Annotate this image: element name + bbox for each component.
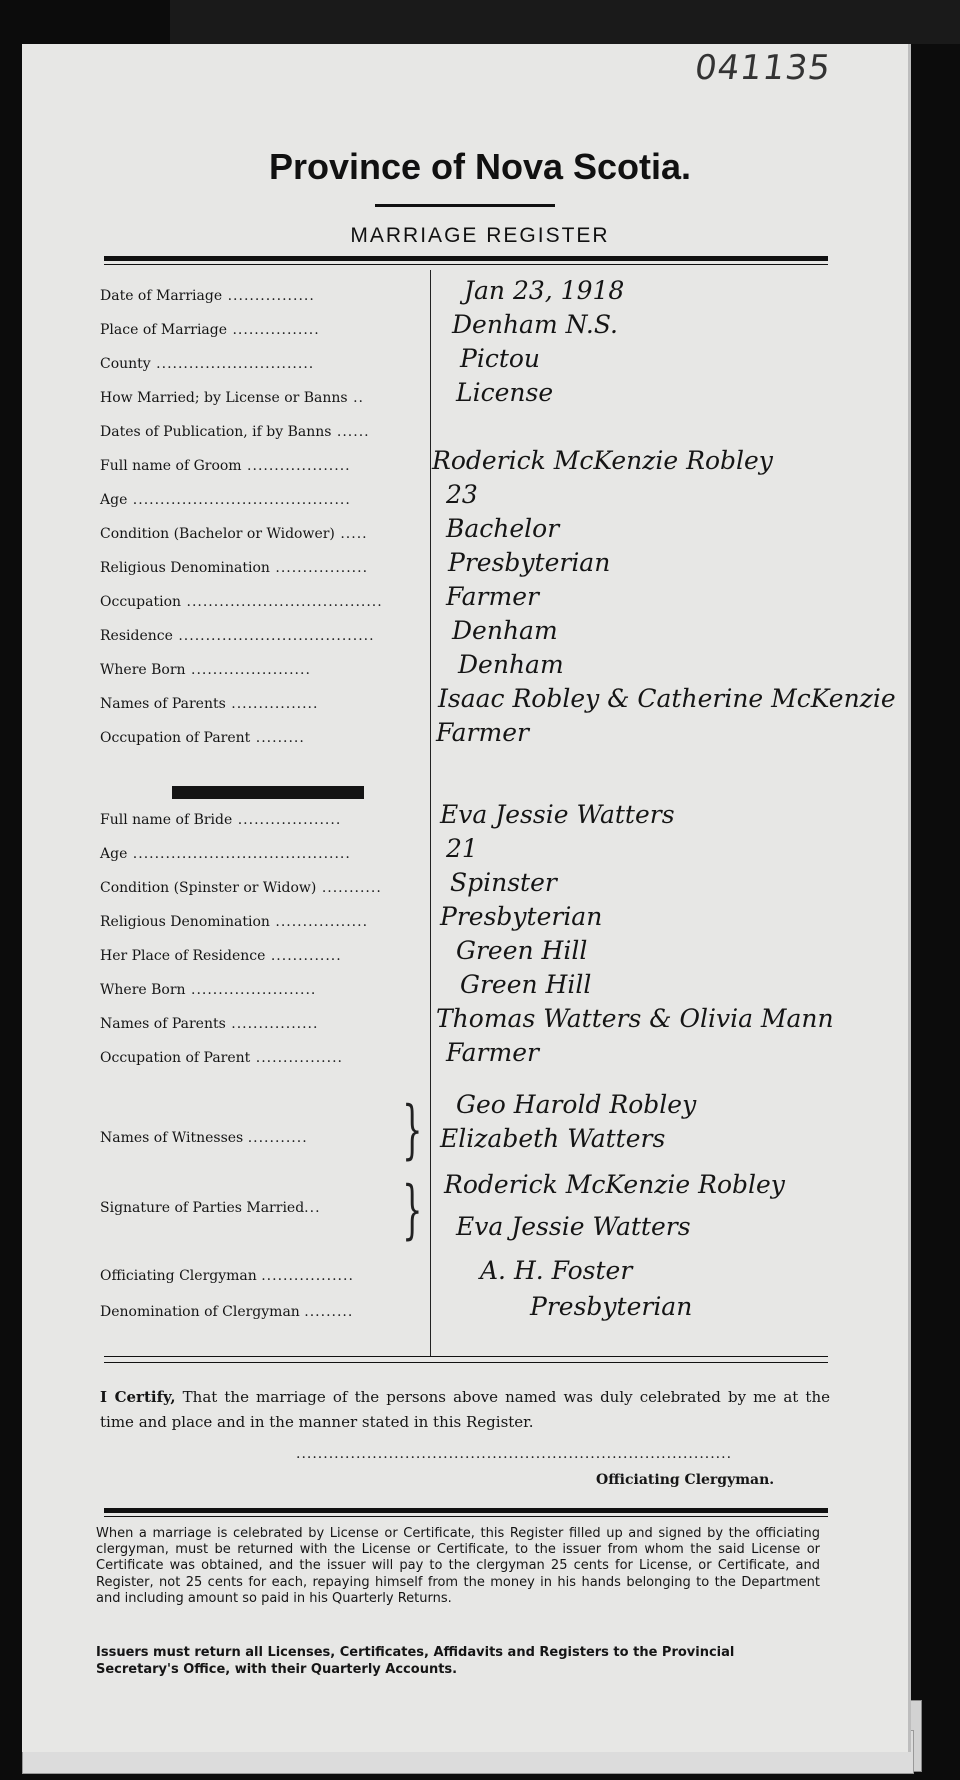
leader-dots: ................ [250,1050,343,1066]
certify-lead: I Certify, [100,1388,176,1406]
field-label: Place of Marriage ................ [100,322,320,338]
field-label: Names of Parents ................ [100,1016,319,1032]
field-label: Where Born ....................... [100,982,317,998]
document-number: 041135 [692,48,834,88]
field-value: Presbyterian [448,548,611,577]
field-value: Green Hill [460,970,592,999]
leader-dots: ................. [269,914,369,930]
scan-top-border [170,0,960,44]
field-value: Denham [458,650,564,679]
field-value: Green Hill [456,936,588,965]
field-value: Roderick McKenzie Robley [432,446,773,475]
bride-signature: Eva Jessie Watters [456,1212,691,1241]
leader-dots: ................ [225,1016,319,1032]
leader-dots: ................... [241,458,351,474]
field-label: Full name of Groom ................... [100,458,351,474]
field-label: Age ........................................ [100,846,351,862]
signature-label: Officiating Clergyman. [596,1472,775,1488]
field-label: Where Born ...................... [100,662,311,678]
column-divider [430,270,431,1356]
instructions-notice: When a marriage is celebrated by License or Certificate, this Register filled up and signed by the officiating clergyman, must be returned with the License or Certificate, to the issuer from whom the said License or Certificate was obtained, and the issuer will pay to the clergyman 25 cents for License, or Certificate, and Register, not 25 cents for each, repaying himself from the money in his hands belonging to the Department and including amount so paid in his Quarterly Returns. [96,1526,820,1606]
notice-divider-thin [104,1516,828,1517]
certify-divider-top [104,1356,828,1357]
leader-dots: .................................... [181,594,383,610]
clergyman-value: A. H. Foster [480,1256,633,1285]
field-label: Residence .................................... [100,628,375,644]
leader-dots: ........................................ [127,492,351,508]
field-label: Religious Denomination ................. [100,560,369,576]
leader-dots: ................ [222,288,315,304]
certification-text [100,1385,830,1435]
field-value: Farmer [436,718,529,747]
leader-dots: ................... [232,812,342,828]
parties-label: Signature of Parties Married... [100,1200,321,1216]
leader-dots: ............................. [150,356,315,372]
field-value: Eva Jessie Watters [440,800,675,829]
leader-dots: ...................... [185,662,311,678]
witnesses-label: Names of Witnesses ........... [100,1130,308,1146]
field-value: Bachelor [446,514,560,543]
field-value: 23 [446,480,478,509]
groom-signature: Roderick McKenzie Robley [444,1170,785,1199]
field-label: Full name of Bride ................... [100,812,342,828]
field-label: Condition (Spinster or Widow) ........... [100,880,382,896]
field-label: Her Place of Residence ............. [100,948,342,964]
field-value: License [456,378,554,407]
leader-dots: ...... [331,424,370,440]
field-label: Occupation of Parent ................ [100,1050,343,1066]
page-title: Province of Nova Scotia. [268,146,692,187]
clergy-denomination-value: Presbyterian [530,1292,693,1321]
witnesses-brace: } [402,1093,423,1167]
certify-divider-bottom [104,1362,828,1363]
leader-dots: ................ [227,322,320,338]
field-value: Spinster [450,868,557,897]
witness-2: Elizabeth Watters [440,1124,666,1153]
field-value: Denham N.S. [452,310,619,339]
leader-dots: ....................... [185,982,317,998]
leader-dots: ........... [316,880,382,896]
leader-dots: .................................... [172,628,375,644]
signature-line: ................................................................................ [296,1446,733,1462]
notice-divider [104,1508,828,1513]
field-label: Names of Parents ................ [100,696,319,712]
leader-dots: ................. [269,560,369,576]
field-label: How Married; by License or Banns .. [100,390,364,406]
certify-body: That the marriage of the persons above named was duly celebrated by me at the time and place and in the manner stated in this Register. [100,1388,830,1431]
clergy-denomination-label: Denomination of Clergyman ......... [100,1304,354,1320]
groom-bride-separator [172,786,364,799]
leader-dots: ..... [334,526,368,542]
field-value: Presbyterian [440,902,603,931]
field-value: Jan 23, 1918 [464,276,625,305]
leader-dots: ........................................ [127,846,351,862]
field-value: Isaac Robley & Catherine McKenzie [438,684,896,713]
field-label: Age ........................................ [100,492,351,508]
field-label: Religious Denomination ................. [100,914,369,930]
field-value: Pictou [460,344,541,373]
leader-dots: ......... [250,730,305,746]
header-divider-thin [104,264,828,265]
leader-dots: ............. [265,948,342,964]
header-divider [104,256,828,261]
field-label: Occupation .................................... [100,594,383,610]
leader-dots: ................ [225,696,319,712]
clergyman-label: Officiating Clergyman ................. [100,1268,354,1284]
field-value: 21 [446,834,478,863]
field-label: Date of Marriage ................ [100,288,315,304]
leader-dots: .. [347,390,364,406]
field-label: Occupation of Parent ......... [100,730,305,746]
field-value: Denham [452,616,558,645]
field-label: Dates of Publication, if by Banns ...... [100,424,370,440]
field-value: Thomas Watters & Olivia Mann [436,1004,834,1033]
parties-brace: } [402,1173,423,1247]
field-label: County ............................. [100,356,315,372]
field-value: Farmer [446,582,539,611]
form-subtitle: MARRIAGE REGISTER [350,224,610,247]
witness-1: Geo Harold Robley [456,1090,697,1119]
issuers-notice: Issuers must return all Licenses, Certificates, Affidavits and Registers to the Provincial Secretary's Office, with their Quarterly Accounts. [96,1645,735,1677]
field-value: Farmer [446,1038,539,1067]
title-underline [375,204,555,207]
field-label: Condition (Bachelor or Widower) ..... [100,526,368,542]
